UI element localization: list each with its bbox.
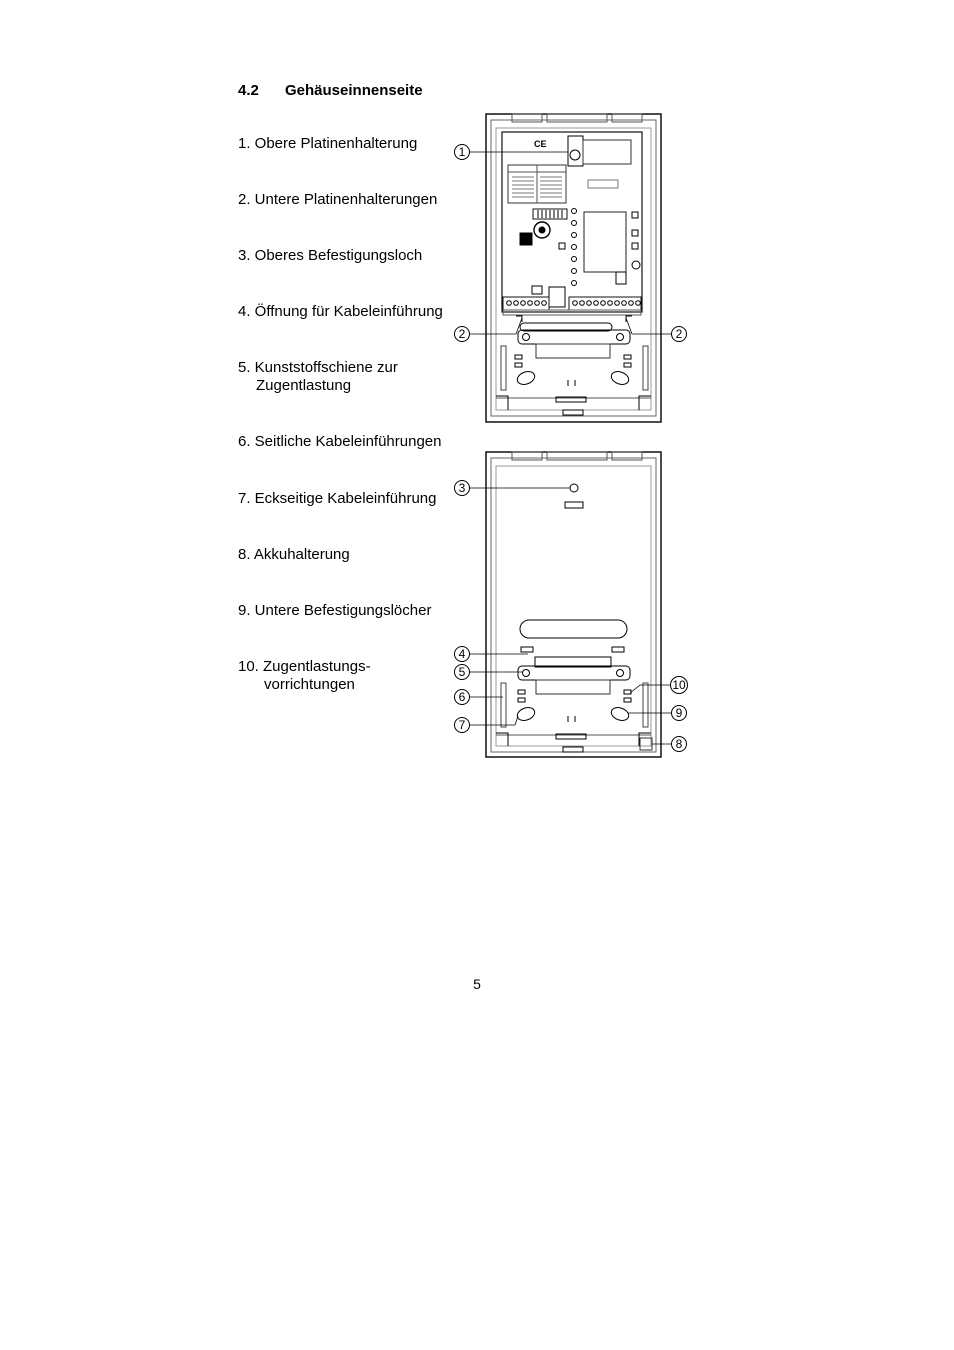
list-item: 5. Kunststoffschiene zur Zugentlastung: [238, 359, 398, 394]
svg-text:CE: CE: [534, 139, 547, 149]
housing-lower: [486, 452, 661, 757]
callout-5: 5: [458, 665, 466, 679]
callout-2-right: 2: [675, 327, 683, 341]
list-item: 3. Oberes Befestigungsloch: [238, 247, 423, 264]
list-item: 1. Obere Platinenhalterung: [238, 135, 418, 152]
section-title: Gehäuseinnenseite: [285, 82, 423, 99]
list-item: 2. Untere Platinenhalterungen: [238, 191, 438, 208]
list-item: 10. Zugentlastungs- vorrichtungen: [238, 658, 371, 693]
callout-circles: [455, 145, 688, 752]
callout-9: 9: [675, 706, 683, 720]
callout-1: 1: [458, 145, 466, 159]
section-number: 4.2: [238, 82, 259, 99]
housing-upper: [486, 114, 661, 422]
callout-3: 3: [458, 481, 466, 495]
callout-2-left: 2: [458, 327, 466, 341]
list-item: 9. Untere Befestigungslöcher: [238, 602, 432, 619]
list-item: 6. Seitliche Kabeleinführungen: [238, 433, 442, 450]
page-number: 5: [473, 976, 481, 992]
callout-8: 8: [675, 737, 683, 751]
callout-7: 7: [458, 718, 466, 732]
list-item: 4. Öffnung für Kabeleinführung: [238, 303, 443, 320]
callout-10: 10: [672, 678, 686, 692]
list-item: 7. Eckseitige Kabeleinführung: [238, 490, 437, 507]
callout-4: 4: [458, 647, 466, 661]
leader-lines: [469, 152, 671, 744]
list-item: 8. Akkuhalterung: [238, 546, 350, 563]
callout-6: 6: [458, 690, 466, 704]
